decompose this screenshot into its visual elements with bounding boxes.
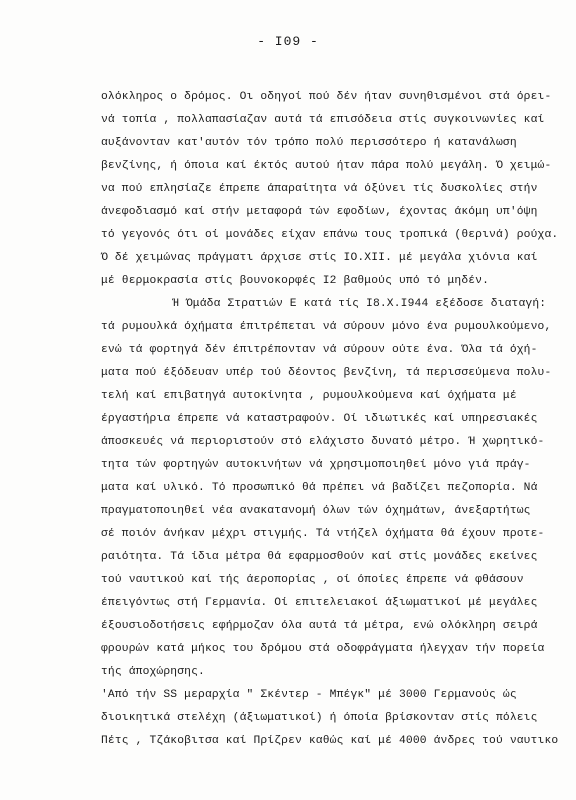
text-line: άνεφοδιασμό καί στήν μεταφορά τών εφοδίων, έχοντας άκόμη υπ'όψη — [101, 206, 538, 218]
text-line: τό γεγονός ότι οί μονάδες είχαν επάνω τους τροπικά (θερινά) ρούχα. — [101, 229, 559, 241]
text-line: βενζίνης, ή όποια καί έκτός αυτού ήταν πάρα πολύ μεγάλη. Ό χειμώ- — [101, 160, 552, 172]
page-number: - I09 - — [257, 34, 319, 49]
text-line: ραιότητα. Τά ίδια μέτρα θά εφαρμοσθούν καί στίς μονάδες εκείνες — [101, 551, 538, 563]
text-line: τητα τών φορτηγών αυτοκινήτων νά χρησιμοποιηθεί μόνο γιά πράγ- — [101, 459, 531, 471]
text-line: να πού επλησίαζε έπρεπε άπαραίτητα νά όξύνει τίς δυσκολίες στήν — [101, 183, 538, 195]
text-line: μέ θερμοκρασία στίς βουνοκορφές I2 βαθμούς υπό τό μηδέν. — [101, 275, 490, 287]
text-line: ματα πού έξόδευαν υπέρ τού δέοντος βενζίνη, τά περισσεύμενα πολυ- — [101, 367, 552, 379]
text-line: Ό δέ χειμώνας πράγματι άρχισε στίς IO.XII. μέ μεγάλα χιόνια καί — [101, 252, 538, 264]
text-line: έπειγόντως στή Γερμανία. Οί επιτελειακοί άξιωματικοί μέ μεγάλες — [101, 597, 538, 609]
text-line: έργαστήρια έπρεπε νά καταστραφούν. Οί ιδιωτικές καί υπηρεσιακές — [101, 413, 538, 425]
text-line: άποσκευές νά περιοριστούν στό ελάχιστο δυνατό μέτρο. Ή χωρητικό- — [101, 436, 545, 448]
text-line: ολόκληρος ο δρόμος. Οι οδηγοί πού δέν ήταν συνηθισμένοι στά όρει- — [101, 91, 552, 103]
text-line: ματα καί υλικό. Τό προσωπικό θά πρέπει νά βαδίζει πεζοπορία. Νά — [101, 482, 538, 494]
text-line: τής άποχώρησης. — [101, 666, 205, 678]
text-line: αυξάνονταν κατ'αυτόν τόν τρόπο πολύ περισσότερο ή κατανάλωση — [101, 137, 517, 149]
text-line: νά τοπία , πολλαπασίαζαν αυτά τά επισόδεια στίς συγκοινωνίες καί — [101, 114, 545, 126]
text-line: σέ ποιόν άνήκαν μέχρι στιγμής. Τά ντήζελ όχήματα θά έχουν προτε- — [101, 528, 545, 540]
text-line: Ή Όμάδα Στρατιών Ε κατά τίς I8.X.I944 εξέδοσε διαταγή: — [172, 298, 547, 310]
text-line: πραγματοποιηθεί νέα ανακατανομή όλων τών όχημάτων, άνεξαρτήτως — [101, 505, 531, 517]
text-line: έξουσιοδοτήσεις εφήρμοζαν όλα αυτά τά μέτρα, ενώ ολόκληρη σειρά — [101, 620, 538, 632]
text-line: τού ναυτικού καί τής άεροπορίας , οί όποίες έπρεπε νά φθάσουν — [101, 574, 524, 586]
text-line: διοικητικά στελέχη (άξιωματικοί) ή όποία βρίσκονταν στίς πόλεις — [101, 712, 538, 724]
text-line: φρουρών κατά μήκος του δρόμου στά οδοφράγματα ήλεγχαν τήν πορεία — [101, 643, 545, 655]
text-line: Πέτς , Τζάκοβιτσα καί Πρίζρεν καθώς καί μέ 4000 άνδρες τού ναυτικο — [101, 735, 559, 747]
text-line: τελή καί επιβατηγά αυτοκίνητα , ρυμουλκούμενα καί όχήματα μέ — [101, 390, 517, 402]
text-line: 'Από τήν SS μεραρχία " Σκέντερ - Μπέγκ" μέ 3000 Γερμανούς ώς — [101, 689, 517, 701]
text-line: ενώ τά φορτηγά δέν έπιτρέπονταν νά σύρουν ούτε ένα. Όλα τά όχή- — [101, 344, 538, 356]
text-line: τά ρυμουλκά όχήματα έπιτρέπεται νά σύρουν μόνο ένα ρυμουλκούμενο, — [101, 321, 552, 333]
